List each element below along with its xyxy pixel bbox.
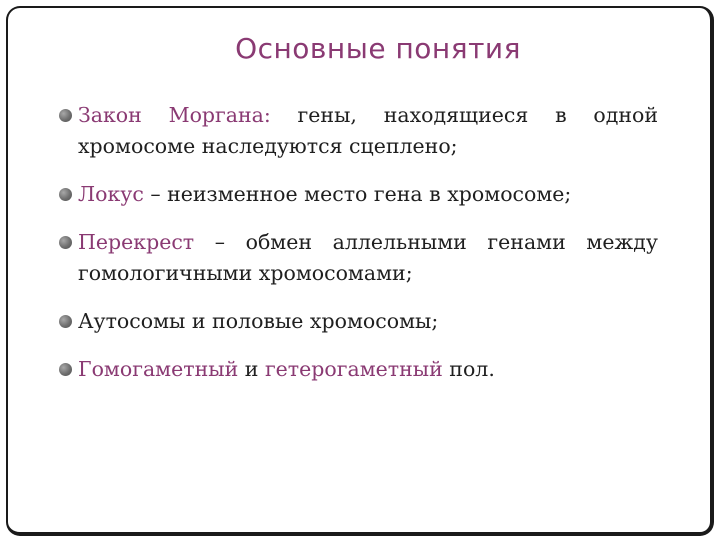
bullet-text: – неизменное место гена в хромосоме;: [143, 182, 572, 206]
bullet-list: [60, 100, 658, 402]
bullet-autosomes: [60, 306, 658, 337]
bullet-text: Аутосомы и половые хромосомы;: [78, 309, 439, 333]
bullet-text-continued: хромосоме наследуются сцеплено;: [78, 134, 458, 158]
bullet-text: гены, находящиеся в одной: [270, 103, 659, 127]
bullet-locus: [60, 179, 658, 210]
term-locus: Локус: [78, 182, 144, 206]
term-heterogametic: гетерогаметный: [264, 357, 443, 381]
bullet-dot-icon: [59, 363, 72, 376]
bullet-dot-icon: [59, 315, 72, 328]
bullet-crossing-over: [60, 227, 658, 289]
slide-title: Основные понятия: [235, 32, 521, 65]
term-morgan-law: Закон Моргана:: [78, 103, 271, 127]
bullet-line: [78, 227, 658, 258]
term-crossing-over: Перекрест: [78, 230, 195, 254]
bullet-gametic-sex: [60, 354, 658, 385]
bullet-morgan-law: [60, 100, 658, 162]
bullet-dot-icon: [59, 236, 72, 249]
bullet-text: пол.: [442, 357, 495, 381]
bullet-text: и: [238, 357, 265, 381]
bullet-text: – обмен аллельными генами между: [194, 230, 658, 254]
term-homogametic: Гомогаметный: [78, 357, 239, 381]
bullet-line: [78, 100, 658, 131]
bullet-text-continued: гомологичными хромосомами;: [78, 261, 413, 285]
bullet-dot-icon: [59, 109, 72, 122]
bullet-dot-icon: [59, 188, 72, 201]
